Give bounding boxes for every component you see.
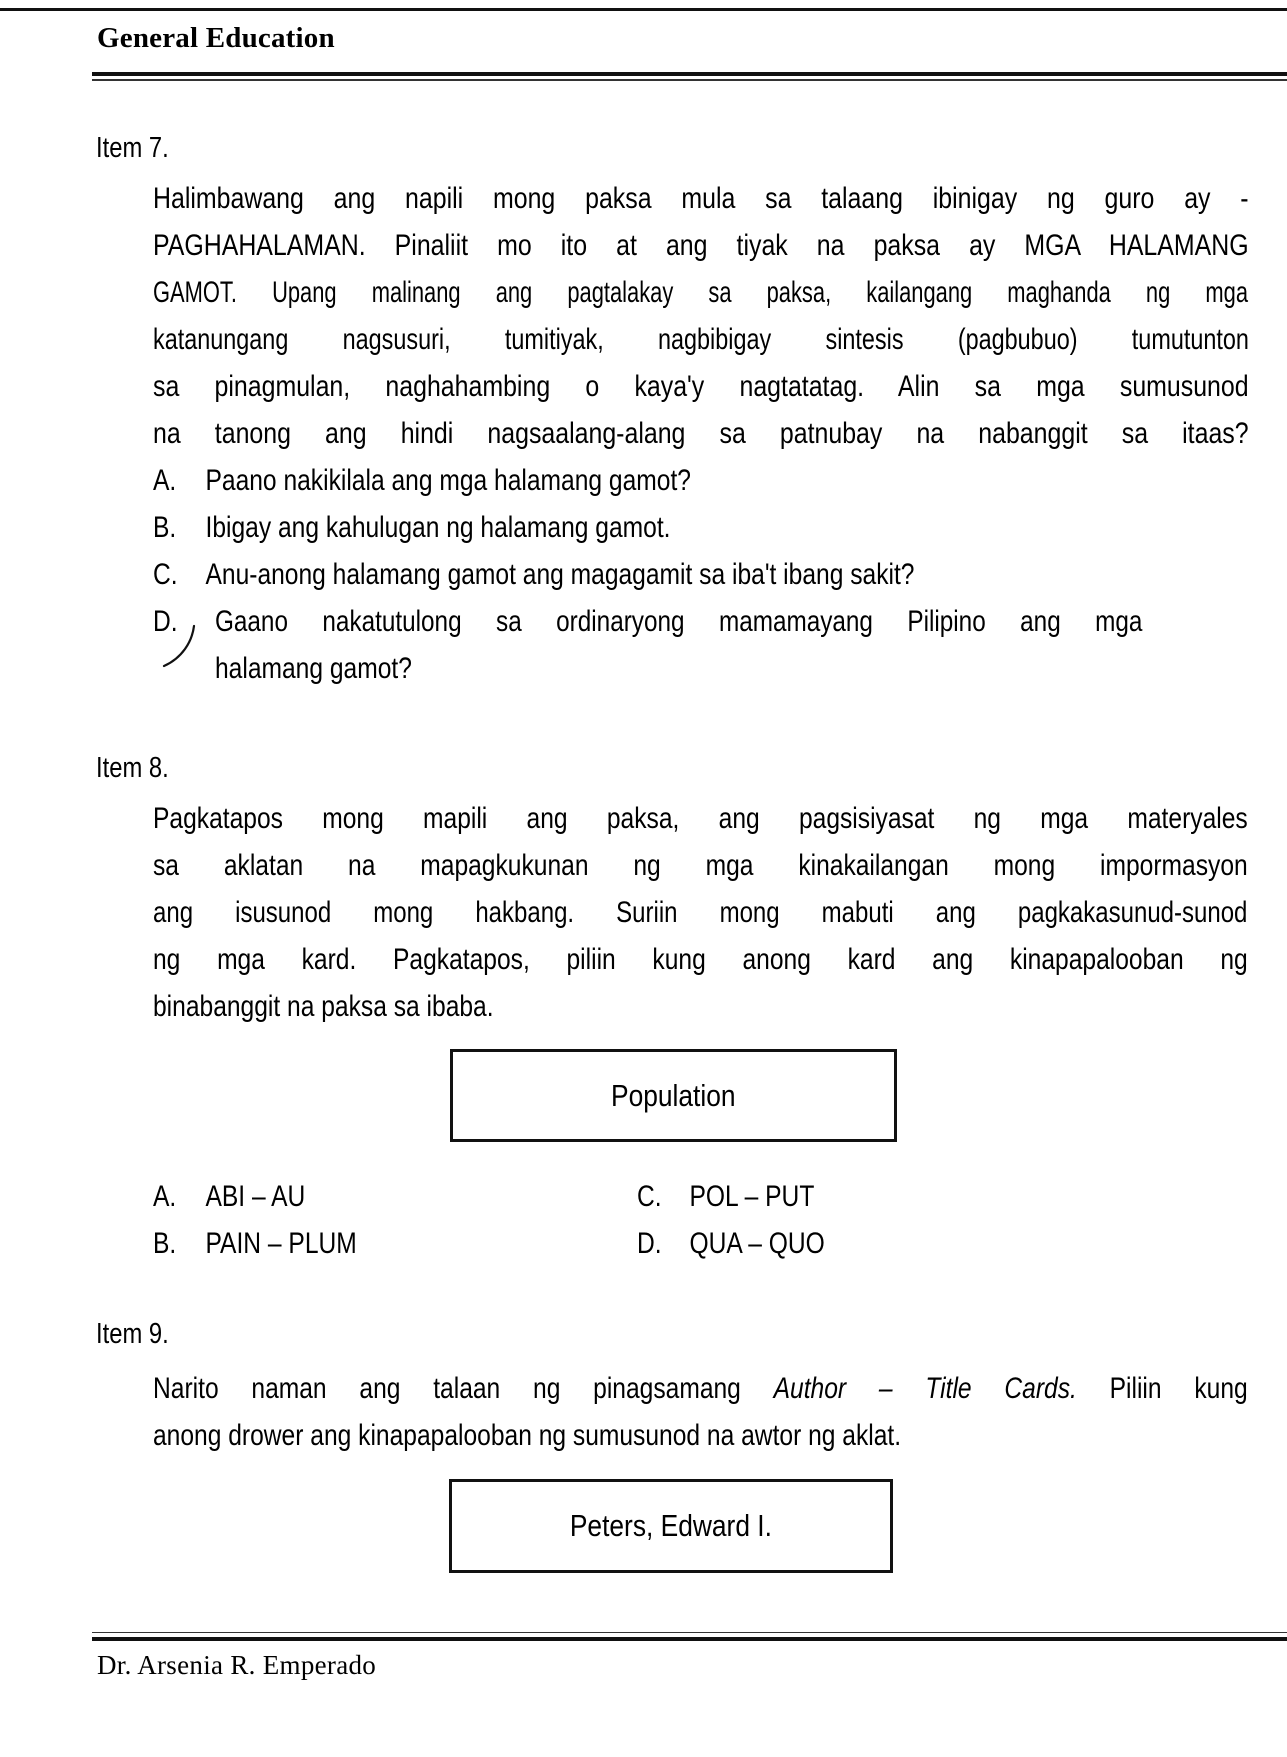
item-8-choice-b[interactable] — [153, 1227, 357, 1261]
choice-letter: B. — [153, 1227, 177, 1260]
card-text: Population — [611, 1077, 736, 1113]
question-line — [153, 1365, 1248, 1412]
question-line: binabanggit na paksa sa ibaba. — [153, 990, 494, 1023]
choice-text: Anu-anong halamang gamot ang magagamit sa iba't ibang sakit? — [205, 558, 915, 591]
choice-text-continued: halamang gamot? — [215, 652, 412, 685]
header-rule-thin — [92, 79, 1287, 81]
choice-text: Paano nakikilala ang mga halamang gamot? — [205, 464, 691, 497]
question-line: PAGHAHALAMAN. Pinaliit mo ito at ang tiyak na paksa ay MGA HALAMANG — [153, 229, 1249, 262]
choice-letter: D. — [153, 605, 178, 638]
question-line: katanungang nagsusuri, tumitiyak, nagbibigay sintesis (pagbubuo) tumutunton — [153, 323, 1249, 356]
choice-text: PAIN – PLUM — [205, 1227, 357, 1260]
item-8-label: Item 8. — [96, 752, 169, 784]
choice-text: Gaano nakatutulong sa ordinaryong mamamayang Pilipino ang mga — [215, 605, 1143, 638]
handwritten-answer-mark-icon — [160, 620, 200, 680]
choice-letter: B. — [153, 511, 177, 544]
top-border-rule — [0, 8, 1287, 11]
question-line: anong drower ang kinapapalooban ng sumusunod na awtor ng aklat. — [153, 1419, 902, 1452]
item-8-choice-d[interactable] — [637, 1227, 825, 1261]
footer-rule-thin — [92, 1632, 1287, 1633]
choice-letter: C. — [153, 558, 178, 591]
question-text: Narito naman ang talaan ng pinagsamang — [153, 1372, 774, 1405]
page-header-title: General Education — [97, 22, 335, 54]
question-line: ng mga kard. Pagkatapos, piliin kung anong kard ang kinapapalooban ng — [153, 943, 1248, 976]
item-7-choice-b[interactable] — [153, 511, 670, 545]
item-9-label: Item 9. — [96, 1318, 169, 1350]
item-8-choice-c[interactable] — [637, 1180, 814, 1214]
item-8-choice-a[interactable] — [153, 1180, 305, 1214]
choice-letter: A. — [153, 464, 177, 497]
item-7-choice-c[interactable] — [153, 558, 914, 592]
question-line: sa pinagmulan, naghahambing o kaya'y nagtatatag. Alin sa mga sumusunod — [153, 370, 1249, 403]
choice-text: ABI – AU — [205, 1180, 306, 1213]
question-line: GAMOT. Upang malinang ang pagtalakay sa paksa, kailangang maghanda ng mga — [153, 276, 1248, 309]
item-7-label: Item 7. — [96, 132, 169, 164]
catalog-card-population — [450, 1049, 897, 1142]
footer-author: Dr. Arsenia R. Emperado — [97, 1650, 377, 1680]
item-7-question — [153, 175, 1248, 457]
question-italic-text: Author – Title Cards. — [773, 1372, 1077, 1405]
item-9-question — [153, 1365, 1248, 1459]
question-line: na tanong ang hindi nagsaalang-alang sa patnubay na nabanggit sa itaas? — [153, 417, 1249, 450]
question-line: ang isusunod mong hakbang. Suriin mong mabuti ang pagkakasunud-sunod — [153, 896, 1248, 929]
choice-text: QUA – QUO — [689, 1227, 825, 1260]
item-8-question — [153, 795, 1248, 1030]
choice-letter: C. — [637, 1180, 662, 1213]
footer-rule-thick — [92, 1637, 1287, 1641]
header-rule-thick — [92, 72, 1287, 76]
question-line: Halimbawang ang napili mong paksa mula sa talaang ibinigay ng guro ay - — [153, 182, 1249, 215]
choice-letter: A. — [153, 1180, 177, 1213]
card-text: Peters, Edward I. — [569, 1508, 773, 1543]
item-7-choice-a[interactable] — [153, 464, 691, 498]
choice-letter: D. — [637, 1227, 662, 1260]
choice-text: Ibigay ang kahulugan ng halamang gamot. — [205, 511, 671, 544]
question-line: Pagkatapos mong mapili ang paksa, ang pagsisiyasat ng mga materyales — [153, 802, 1248, 835]
catalog-card-author — [449, 1479, 893, 1573]
question-line: sa aklatan na mapagkukunan ng mga kinakailangan mong impormasyon — [153, 849, 1248, 882]
choice-text: POL – PUT — [689, 1180, 815, 1213]
question-text: Piliin kung — [1076, 1372, 1248, 1405]
